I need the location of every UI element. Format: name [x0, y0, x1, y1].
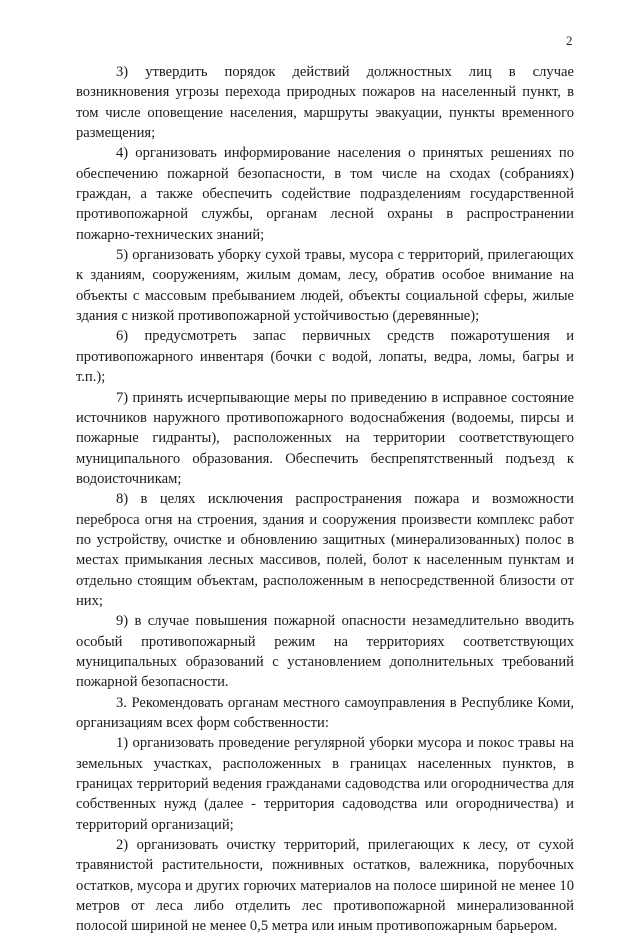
paragraph-item-5: 5) организовать уборку сухой травы, мусора с территорий, прилегающих к зданиям, сооружениям, жилым домам, лесу, обратив особое внимание на объекты с массовым пребыванием людей, объекты социальной сферы, жилые здания с низкой противопожарной устойчивостью (деревянные);: [76, 247, 574, 325]
paragraph-subitem-1: 1) организовать проведение регулярной уборки мусора и покос травы на земельных участках, расположенных в границах населенных пунктов, в границах территорий ведения гражданами садоводства или огородничества для собственных нужд (далее - территория садоводства или огородничества) и территорий организаций;: [76, 735, 574, 833]
paragraph-item-8: 8) в целях исключения распространения пожара и возможности переброса огня на строения, здания и сооружения произвести комплекс работ по устройству, очистке и обновлению защитных (минерализованных) полос в местах примыкания лесных массивов, полей, болот к населенным пунктам и отдельно стоящим объектам, расположенным в непосредственной близости от них;: [76, 491, 574, 609]
paragraph-item-9: 9) в случае повышения пожарной опасности незамедлительно вводить особый противопожарный режим на территориях соответствующих муниципальных образований с установлением дополнительных требований пожарной безопасности.: [76, 613, 574, 691]
document-body: [76, 62, 574, 937]
paragraph-item-7: 7) принять исчерпывающие меры по приведению в исправное состояние источников наружного противопожарного водоснабжения (водоемы, пирсы и пожарные гидранты), расположенных на территории соответствующего муниципального образования. Обеспечить беспрепятственный подъезд к водоисточникам;: [76, 389, 574, 487]
page-number: 2: [566, 33, 573, 48]
paragraph-item-6: 6) предусмотреть запас первичных средств пожаротушения и противопожарного инвентаря (бочки с водой, лопаты, ведра, ломы, багры и т.п.);: [76, 328, 574, 386]
paragraph-item-4: 4) организовать информирование населения о принятых решениях по обеспечению пожарной безопасности, в том числе на сходах (собраниях) граждан, а также обеспечить содействие подразделениям государственной противопожарной службы, органам лесной охраны в распространении пожарно-технических знаний;: [76, 145, 574, 243]
paragraph-item-3: 3) утвердить порядок действий должностных лиц в случае возникновения угрозы перехода природных пожаров на населенный пункт, в том числе оповещение населения, маршруты эвакуации, пункты временного размещения;: [76, 64, 574, 142]
paragraph-section-3: 3. Рекомендовать органам местного самоуправления в Республике Коми, организациям всех форм собственности:: [76, 694, 574, 731]
paragraph-subitem-2: 2) организовать очистку территорий, прилегающих к лесу, от сухой травянистой растительности, пожнивных остатков, валежника, порубочных остатков, мусора и других горючих материалов на полосе шириной не менее 10 метров от леса либо отделить лес противопожарной минерализованной полосой шириной не менее 0,5 метра или иным противопожарным барьером.: [76, 837, 574, 935]
